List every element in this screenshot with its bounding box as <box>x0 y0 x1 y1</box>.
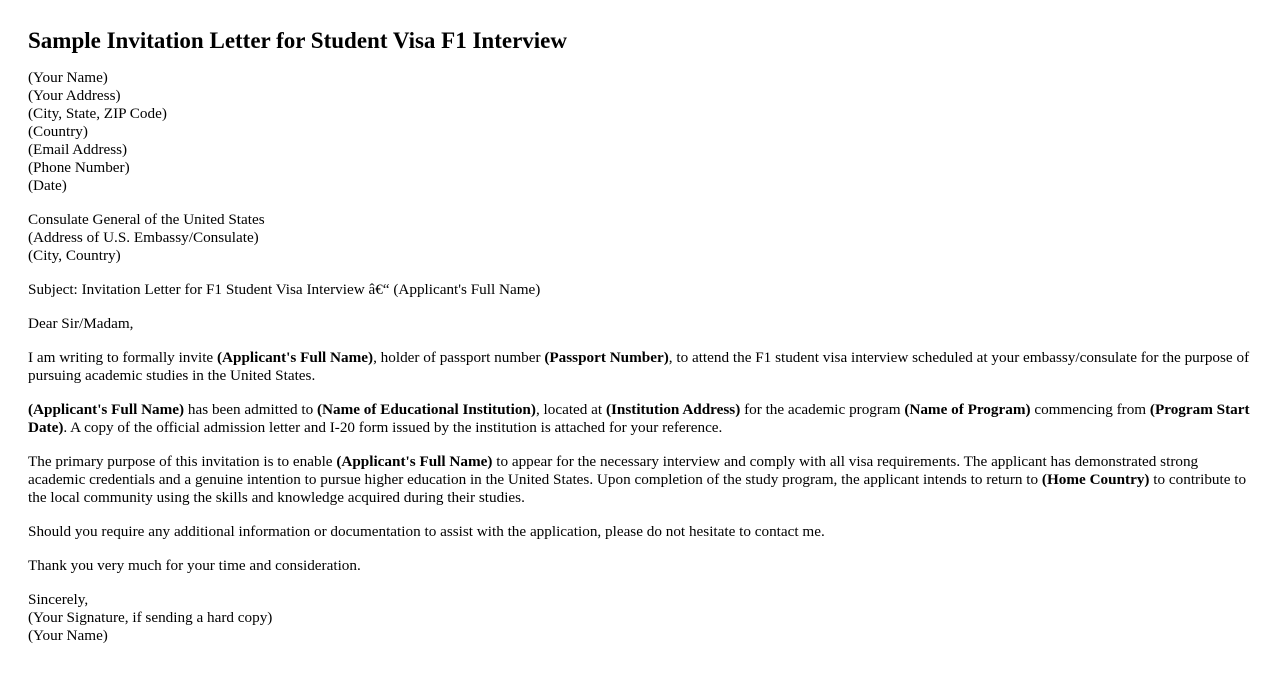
placeholder-institution-name: (Name of Educational Institution) <box>316 401 536 418</box>
placeholder-applicant-name: (Applicant's Full Name) <box>336 453 493 470</box>
text-run: to appear for the necessary interview and comply with all visa requirements. The applicant has demonstrated strong academic credentials and a genuine intention to pursue higher education in the United States. Upon completion of the study program, the applicant intends to return to <box>28 453 1199 488</box>
text-run: to contribute to the local community using the skills and knowledge acquired during their studies. <box>28 471 1247 506</box>
text-run: I am writing to formally invite <box>28 349 217 366</box>
placeholder-applicant-name: (Applicant's Full Name) <box>28 401 185 418</box>
closing-signature: (Your Signature, if sending a hard copy) <box>28 609 273 626</box>
letter-page <box>0 27 1278 645</box>
placeholder-program-name: (Name of Program) <box>904 401 1031 418</box>
sender-name: (Your Name) <box>28 69 108 86</box>
sender-phone: (Phone Number) <box>28 159 130 176</box>
closing-block <box>28 591 1250 645</box>
sender-address-block <box>28 69 1250 195</box>
text-run: , to attend the F1 student visa interview scheduled at your embassy/consulate for the purpose of pursuing academic studies in the United States. <box>28 349 1250 384</box>
sender-city-state-zip: (City, State, ZIP Code) <box>28 105 167 122</box>
text-run: . A copy of the official admission letter and I-20 form issued by the institution is attached for your reference. <box>63 419 723 436</box>
letter-date: (Date) <box>28 177 67 194</box>
closing-name: (Your Name) <box>28 627 108 644</box>
recipient-address: (Address of U.S. Embassy/Consulate) <box>28 229 259 246</box>
placeholder-passport-number: (Passport Number) <box>544 349 669 366</box>
subject-line: Subject: Invitation Letter for F1 Student Visa Interview â€“ (Applicant's Full Name) <box>28 281 541 298</box>
text-run: , located at <box>535 401 606 418</box>
recipient-city-country: (City, Country) <box>28 247 121 264</box>
text-run: The primary purpose of this invitation is to enable <box>28 453 337 470</box>
placeholder-institution-address: (Institution Address) <box>605 401 741 418</box>
text-run: has been admitted to <box>184 401 317 418</box>
text-run: commencing from <box>1030 401 1150 418</box>
sender-address: (Your Address) <box>28 87 121 104</box>
paragraph-invitation <box>28 349 1250 385</box>
placeholder-home-country: (Home Country) <box>1041 471 1150 488</box>
text-run: , holder of passport number <box>373 349 545 366</box>
placeholder-program-start-date: (Program Start Date) <box>28 401 1250 436</box>
paragraph-thanks: Thank you very much for your time and consideration. <box>28 557 361 574</box>
sender-country: (Country) <box>28 123 88 140</box>
paragraph-contact: Should you require any additional information or documentation to assist with the application, please do not hesitate to contact me. <box>28 523 825 540</box>
placeholder-applicant-name: (Applicant's Full Name) <box>216 349 374 366</box>
sender-email: (Email Address) <box>28 141 128 158</box>
recipient-address-block <box>28 211 1250 265</box>
paragraph-purpose <box>28 453 1250 507</box>
closing-sincerely: Sincerely, <box>28 591 89 608</box>
paragraph-admission <box>28 401 1250 437</box>
page-title: Sample Invitation Letter for Student Visa F1 Interview <box>28 28 567 53</box>
salutation: Dear Sir/Madam, <box>28 315 134 332</box>
recipient-name: Consulate General of the United States <box>28 211 265 228</box>
text-run: for the academic program <box>740 401 905 418</box>
